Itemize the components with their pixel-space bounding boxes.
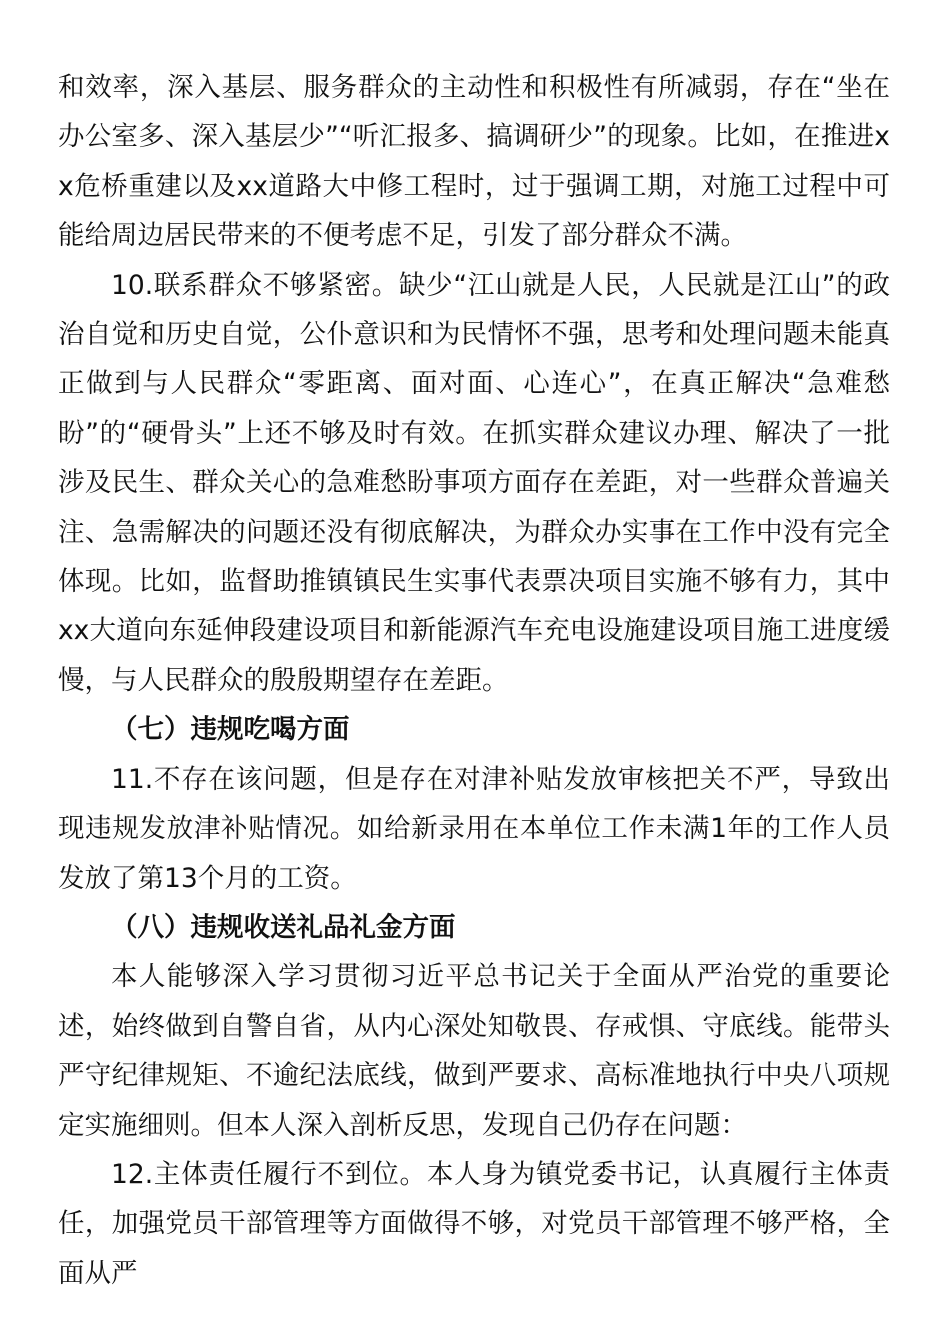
paragraph-item-11: 11.不存在该问题，但是存在对津补贴发放审核把关不严，导致出现违规发放津补贴情况。如给新录用在本单位工作未满1年的工作人员发放了第13个月的工资。	[58, 763, 890, 894]
document-body	[58, 63, 890, 1298]
paragraph-continued: 和效率，深入基层、服务群众的主动性和积极性有所减弱，存在“坐在办公室多、深入基层少”“听汇报多、搞调研少”的现象。比如，在推进xx危桥重建以及xx道路大中修工程时，过于强调工期，对施工过程中可能给周边居民带来的不便考虑不足，引发了部分群众不满。	[58, 72, 890, 252]
paragraph-intro: 本人能够深入学习贯彻习近平总书记关于全面从严治党的重要论述，始终做到自警自省，从内心深处知敬畏、存戒惧、守底线。能带头严守纪律规矩、不逾纪法底线，做到严要求、高标准地执行中央八项规定实施细则。但本人深入剖析反思，发现自己仍存在问题：	[58, 961, 890, 1141]
section-heading-7: （七）违规吃喝方面	[111, 714, 350, 746]
paragraph-item-10: 10.联系群众不够紧密。缺少“江山就是人民，人民就是江山”的政治自觉和历史自觉，公仆意识和为民情怀不强，思考和处理问题未能真正做到与人民群众“零距离、面对面、心连心”，在真正解决“急难愁盼”的“硬骨头”上还不够及时有效。在抓实群众建议办理、解决了一批涉及民生、群众关心的急难愁盼事项方面存在差距，对一些群众普遍关注、急需解决的问题还没有彻底解决，为群众办实事在工作中没有完全体现。比如，监督助推镇镇民生实事代表票决项目实施不够有力，其中xx大道向东延伸段建设项目和新能源汽车充电设施建设项目施工进度缓慢，与人民群众的殷殷期望存在差距。	[58, 269, 890, 696]
section-heading-8: （八）违规收送礼品礼金方面	[111, 911, 456, 943]
paragraph-item-12: 12.主体责任履行不到位。本人身为镇党委书记，认真履行主体责任，加强党员干部管理等方面做得不够，对党员干部管理不够严格，全面从严	[58, 1158, 890, 1289]
